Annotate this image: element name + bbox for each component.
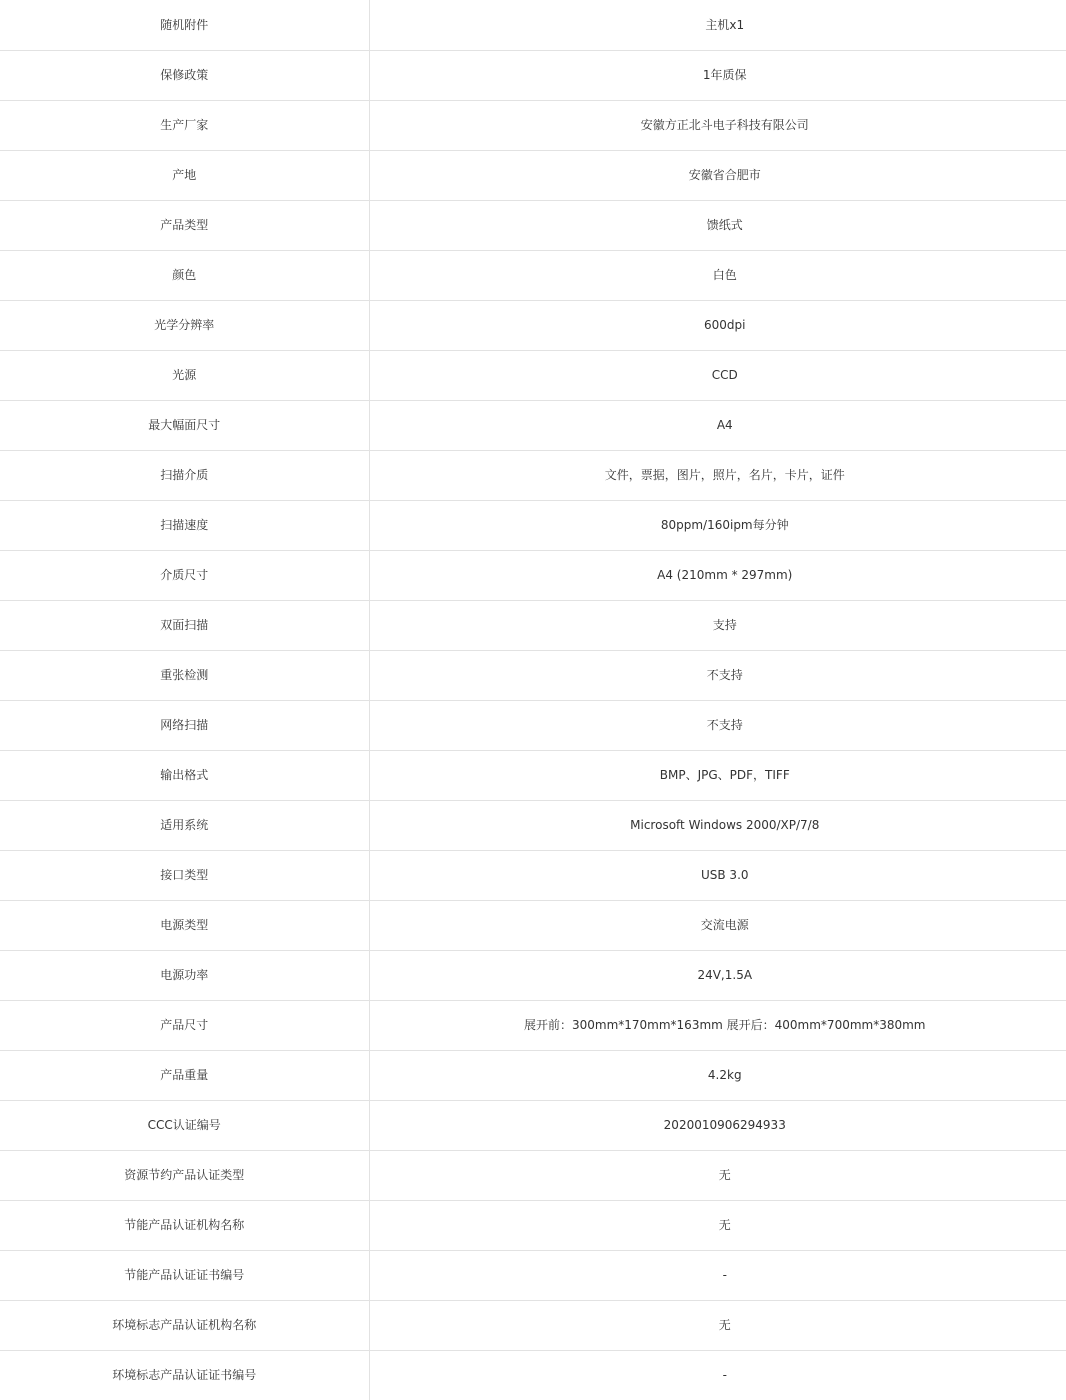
spec-value: 不支持: [369, 700, 1066, 750]
spec-label: 适用系统: [0, 800, 369, 850]
spec-label: 节能产品认证机构名称: [0, 1200, 369, 1250]
spec-row: [0, 350, 1066, 400]
spec-label: 产品尺寸: [0, 1000, 369, 1050]
spec-label: 产品重量: [0, 1050, 369, 1100]
spec-value: 1年质保: [369, 50, 1066, 100]
spec-value: A4 (210mm * 297mm): [369, 550, 1066, 600]
spec-label: 产地: [0, 150, 369, 200]
spec-row: [0, 550, 1066, 600]
spec-value: CCD: [369, 350, 1066, 400]
spec-value: 交流电源: [369, 900, 1066, 950]
spec-value: 白色: [369, 250, 1066, 300]
spec-label: 电源功率: [0, 950, 369, 1000]
spec-row: [0, 450, 1066, 500]
spec-value: 主机x1: [369, 0, 1066, 50]
spec-value: 4.2kg: [369, 1050, 1066, 1100]
spec-value: BMP、JPG、PDF，TIFF: [369, 750, 1066, 800]
spec-row: [0, 500, 1066, 550]
spec-value: 24V,1.5A: [369, 950, 1066, 1000]
spec-value: 2020010906294933: [369, 1100, 1066, 1150]
spec-row: [0, 650, 1066, 700]
spec-row: [0, 1350, 1066, 1400]
spec-row: [0, 700, 1066, 750]
spec-row: [0, 1200, 1066, 1250]
spec-row: [0, 400, 1066, 450]
spec-value: -: [722, 1368, 727, 1383]
spec-value: 无: [369, 1300, 1066, 1350]
spec-value: 600dpi: [369, 300, 1066, 350]
spec-row: [0, 150, 1066, 200]
spec-label: 保修政策: [0, 50, 369, 100]
spec-label: 节能产品认证证书编号: [0, 1250, 369, 1300]
spec-value: 安徽省合肥市: [369, 150, 1066, 200]
spec-row: [0, 750, 1066, 800]
spec-label: 最大幅面尺寸: [0, 400, 369, 450]
spec-label: 产品类型: [0, 200, 369, 250]
spec-label: 环境标志产品认证证书编号: [0, 1350, 369, 1400]
spec-row: [0, 600, 1066, 650]
spec-label: 扫描介质: [0, 450, 369, 500]
spec-row: [0, 1050, 1066, 1100]
spec-value: 支持: [369, 600, 1066, 650]
spec-value: 展开前：300mm*170mm*163mm 展开后：400mm*700mm*380mm: [369, 1000, 1066, 1050]
spec-label: 介质尺寸: [0, 550, 369, 600]
spec-value: 安徽方正北斗电子科技有限公司: [369, 100, 1066, 150]
spec-value: Microsoft Windows 2000/XP/7/8: [369, 800, 1066, 850]
spec-label: 扫描速度: [0, 500, 369, 550]
spec-row: [0, 950, 1066, 1000]
spec-label: 输出格式: [0, 750, 369, 800]
spec-label: 网络扫描: [0, 700, 369, 750]
spec-row: [0, 100, 1066, 150]
spec-label: 生产厂家: [0, 100, 369, 150]
spec-value: 文件，票据，图片，照片，名片，卡片，证件: [369, 450, 1066, 500]
spec-label: 接口类型: [0, 850, 369, 900]
spec-row: [0, 1150, 1066, 1200]
spec-value: -: [369, 1250, 1066, 1300]
spec-row: [0, 50, 1066, 100]
spec-row: [0, 850, 1066, 900]
spec-row: [0, 1100, 1066, 1150]
spec-row: [0, 0, 1066, 50]
spec-label: 电源类型: [0, 900, 369, 950]
spec-label: CCC认证编号: [0, 1100, 369, 1150]
spec-row: [0, 200, 1066, 250]
spec-value: A4: [369, 400, 1066, 450]
spec-label: 光源: [0, 350, 369, 400]
spec-value: 不支持: [369, 650, 1066, 700]
spec-row: [0, 1300, 1066, 1350]
spec-value: 馈纸式: [369, 200, 1066, 250]
spec-value: 80ppm/160ipm每分钟: [369, 500, 1066, 550]
spec-row: [0, 300, 1066, 350]
spec-row: [0, 800, 1066, 850]
spec-value: 无: [369, 1200, 1066, 1250]
spec-label: 重张检测: [0, 650, 369, 700]
spec-label: 环境标志产品认证机构名称: [0, 1300, 369, 1350]
spec-value: USB 3.0: [369, 850, 1066, 900]
spec-row: [0, 1250, 1066, 1300]
spec-label: 光学分辨率: [0, 300, 369, 350]
spec-label: 颜色: [0, 250, 369, 300]
spec-row: [0, 1000, 1066, 1050]
spec-value: 无: [369, 1150, 1066, 1200]
spec-row: [0, 900, 1066, 950]
spec-label: 双面扫描: [0, 600, 369, 650]
spec-row: [0, 250, 1066, 300]
spec-label: 资源节约产品认证类型: [0, 1150, 369, 1200]
spec-label: 随机附件: [0, 0, 369, 50]
